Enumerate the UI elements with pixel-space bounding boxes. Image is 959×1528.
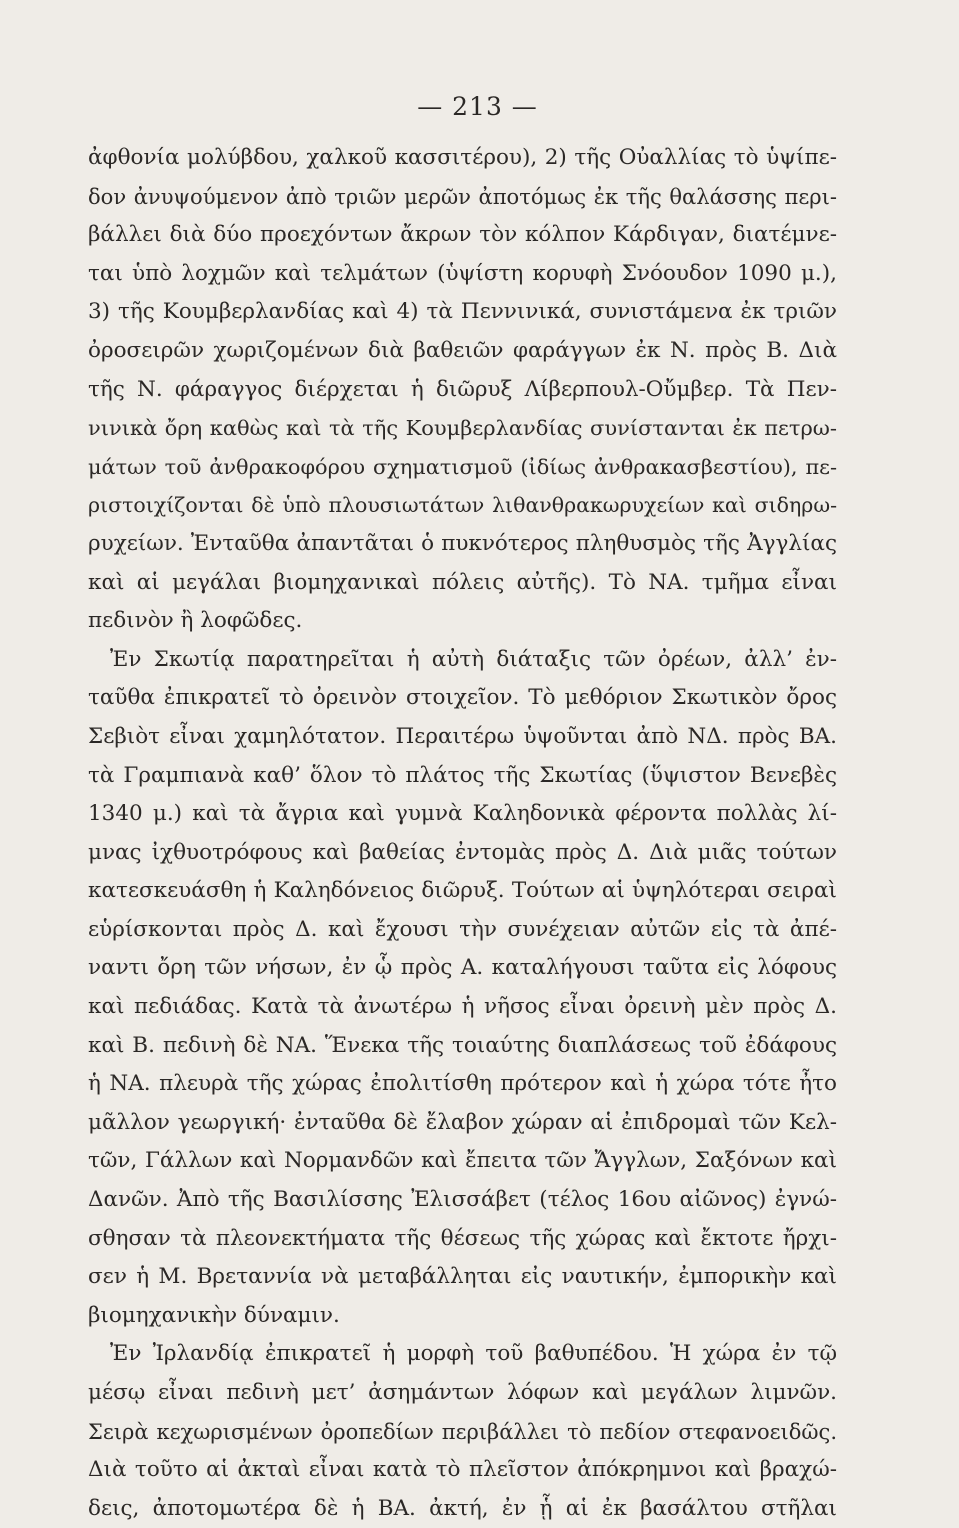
text-line: βιομηχανικὴν δύναμιν.: [88, 1302, 340, 1328]
paragraph-england: [88, 139, 837, 641]
text-line: 1340 μ.) καὶ τὰ ἄγρια καὶ γυμνὰ Καληδονικὰ φέροντα πολλὰς λί-: [88, 801, 837, 827]
text-line: σεν ἡ Μ. Βρεταννία νὰ μεταβάλληται εἰς ναυτικήν, ἐμπορικὴν καὶ: [88, 1264, 837, 1290]
page-number: — 213 —: [417, 92, 538, 121]
text-line: ἀφθονία μολύβδου, χαλκοῦ κασσιτέρου), 2) τῆς Οὐαλλίας τὸ ὑψίπε-: [88, 145, 837, 170]
text-line: ται ὑπὸ λοχμῶν καὶ τελμάτων (ὑψίστη κορυφὴ Σνόουδον 1090 μ.),: [88, 260, 837, 286]
text-line: ταῦθα ἐπικρατεῖ τὸ ὀρεινὸν στοιχεῖον. Τὸ μεθόριον Σκωτικὸν ὄρος: [88, 685, 837, 711]
paragraph-scotland: [88, 641, 837, 1336]
text-line: ὀροσειρῶν χωριζομένων διὰ βαθειῶν φαράγγων ἐκ Ν. πρὸς Β. Διὰ: [88, 337, 837, 363]
text-line: Σειρὰ κεχωρισμένων ὀροπεδίων περιβάλλει τὸ πεδίον στεφανοειδῶς.: [88, 1418, 837, 1444]
text-line: καὶ αἱ μεγάλαι βιομηχανικαὶ πόλεις αὐτῆς). Τὸ ΝΑ. τμῆμα εἶναι: [88, 569, 837, 595]
text-line: δον ἀνυψούμενον ἀπὸ τριῶν μερῶν ἀποτόμως ἐκ τῆς θαλάσσης περι-: [88, 183, 837, 209]
text-line: καὶ πεδιάδας. Κατὰ τὰ ἀνωτέρω ἡ νῆσος εἶναι ὀρεινὴ μὲν πρὸς Δ.: [88, 994, 837, 1020]
text-line: μᾶλλον γεωργική· ἐνταῦθα δὲ ἔλαβον χώραν αἱ ἐπιδρομαὶ τῶν Κελ-: [88, 1109, 837, 1135]
text-line: πεδινὸν ἢ λοφῶδες.: [88, 608, 303, 634]
text-line: νινικὰ ὄρη καθὼς καὶ τὰ τῆς Κουμβερλανδίας συνίστανται ἐκ πετρω-: [88, 416, 837, 441]
text-line: τῆς Ν. φάραγγος διέρχεται ἡ διῶρυξ Λίβερπουλ-Οὔμβερ. Τὰ Πεν-: [88, 376, 837, 402]
text-line: μέσῳ εἶναι πεδινὴ μετ’ ἀσημάντων λόφων καὶ μεγάλων λιμνῶν.: [88, 1380, 837, 1405]
text-line: Διὰ τοῦτο αἱ ἀκταὶ εἶναι κατὰ τὸ πλεῖστον ἀπόκρημνοι καὶ βραχώ-: [88, 1457, 837, 1483]
text-line: μνας ἰχθυοτρόφους καὶ βαθείας ἐντομὰς πρὸς Δ. Διὰ μιᾶς τούτων: [88, 839, 837, 865]
text-line: ναντι ὄρη τῶν νήσων, ἐν ᾧ πρὸς Α. καταλήγουσι ταῦτα εἰς λόφους: [88, 955, 837, 981]
text-line: βάλλει διὰ δύο προεχόντων ἄκρων τὸν κόλπον Κάρδιγαν, διατέμνε-: [88, 222, 837, 248]
text-line: κατεσκευάσθη ἡ Καληδόνειος διῶρυξ. Τούτων αἱ ὑψηλότεραι σειραὶ: [88, 878, 837, 904]
text-line: μάτων τοῦ ἀνθρακοφόρου σχηματισμοῦ (ἰδίως ἀνθρακασβεστίου), πε-: [88, 454, 837, 479]
text-line: ρυχείων. Ἐνταῦθα ἀπαντᾶται ὁ πυκνότερος πληθυσμὸς τῆς Ἀγγλίας: [88, 530, 837, 556]
paragraph-ireland: [88, 1335, 837, 1528]
text-line: σθησαν τὰ πλεονεκτήματα τῆς θέσεως τῆς χώρας καὶ ἔκτοτε ἤρχι-: [88, 1225, 837, 1251]
text-line: καὶ Β. πεδινὴ δὲ ΝΑ. Ἕνεκα τῆς τοιαύτης διαπλάσεως τοῦ ἐδάφους: [88, 1032, 837, 1058]
text-line: Δανῶν. Ἀπὸ τῆς Βασιλίσσης Ἐλισσάβετ (τέλος 16ου αἰῶνος) ἐγνώ-: [88, 1187, 837, 1213]
text-line: Ἐν Ἰρλανδίᾳ ἐπικρατεῖ ἡ μορφὴ τοῦ βαθυπέδου. Ἡ χώρα ἐν τῷ: [110, 1341, 837, 1367]
text-line: τὰ Γραμπιανὰ καθ’ ὅλον τὸ πλάτος τῆς Σκωτίας (ὕψιστον Βενεβὲς: [88, 762, 837, 788]
text-line: ἡ ΝΑ. πλευρὰ τῆς χώρας ἐπολιτίσθη πρότερον καὶ ἡ χώρα τότε ἦτο: [88, 1071, 837, 1097]
text-line: 3) τῆς Κουμβερλανδίας καὶ 4) τὰ Πεννινικά, συνιστάμενα ἐκ τριῶν: [88, 299, 837, 325]
text-line: ριστοιχίζονται δὲ ὑπὸ πλουσιωτάτων λιθανθρακωρυχείων καὶ σιδηρω-: [88, 493, 837, 518]
text-line: Ἐν Σκωτίᾳ παρατηρεῖται ἡ αὐτὴ διάταξις τῶν ὀρέων, ἀλλ’ ἐν-: [110, 646, 837, 672]
text-line: δεις, ἀποτομωτέρα δὲ ἡ ΒΑ. ἀκτή, ἐν ᾗ αἱ ἐκ βασάλτου στῆλαι: [88, 1495, 837, 1521]
text-line: εὑρίσκονται πρὸς Δ. καὶ ἔχουσι τὴν συνέχειαν αὐτῶν εἰς τὰ ἀπέ-: [88, 916, 837, 942]
text-line: Σεβιὸτ εἶναι χαμηλότατον. Περαιτέρω ὑψοῦνται ἀπὸ ΝΔ. πρὸς ΒΑ.: [88, 723, 837, 749]
text-line: τῶν, Γάλλων καὶ Νορμανδῶν καὶ ἔπειτα τῶν Ἄγγλων, Σαξόνων καὶ: [88, 1148, 837, 1174]
